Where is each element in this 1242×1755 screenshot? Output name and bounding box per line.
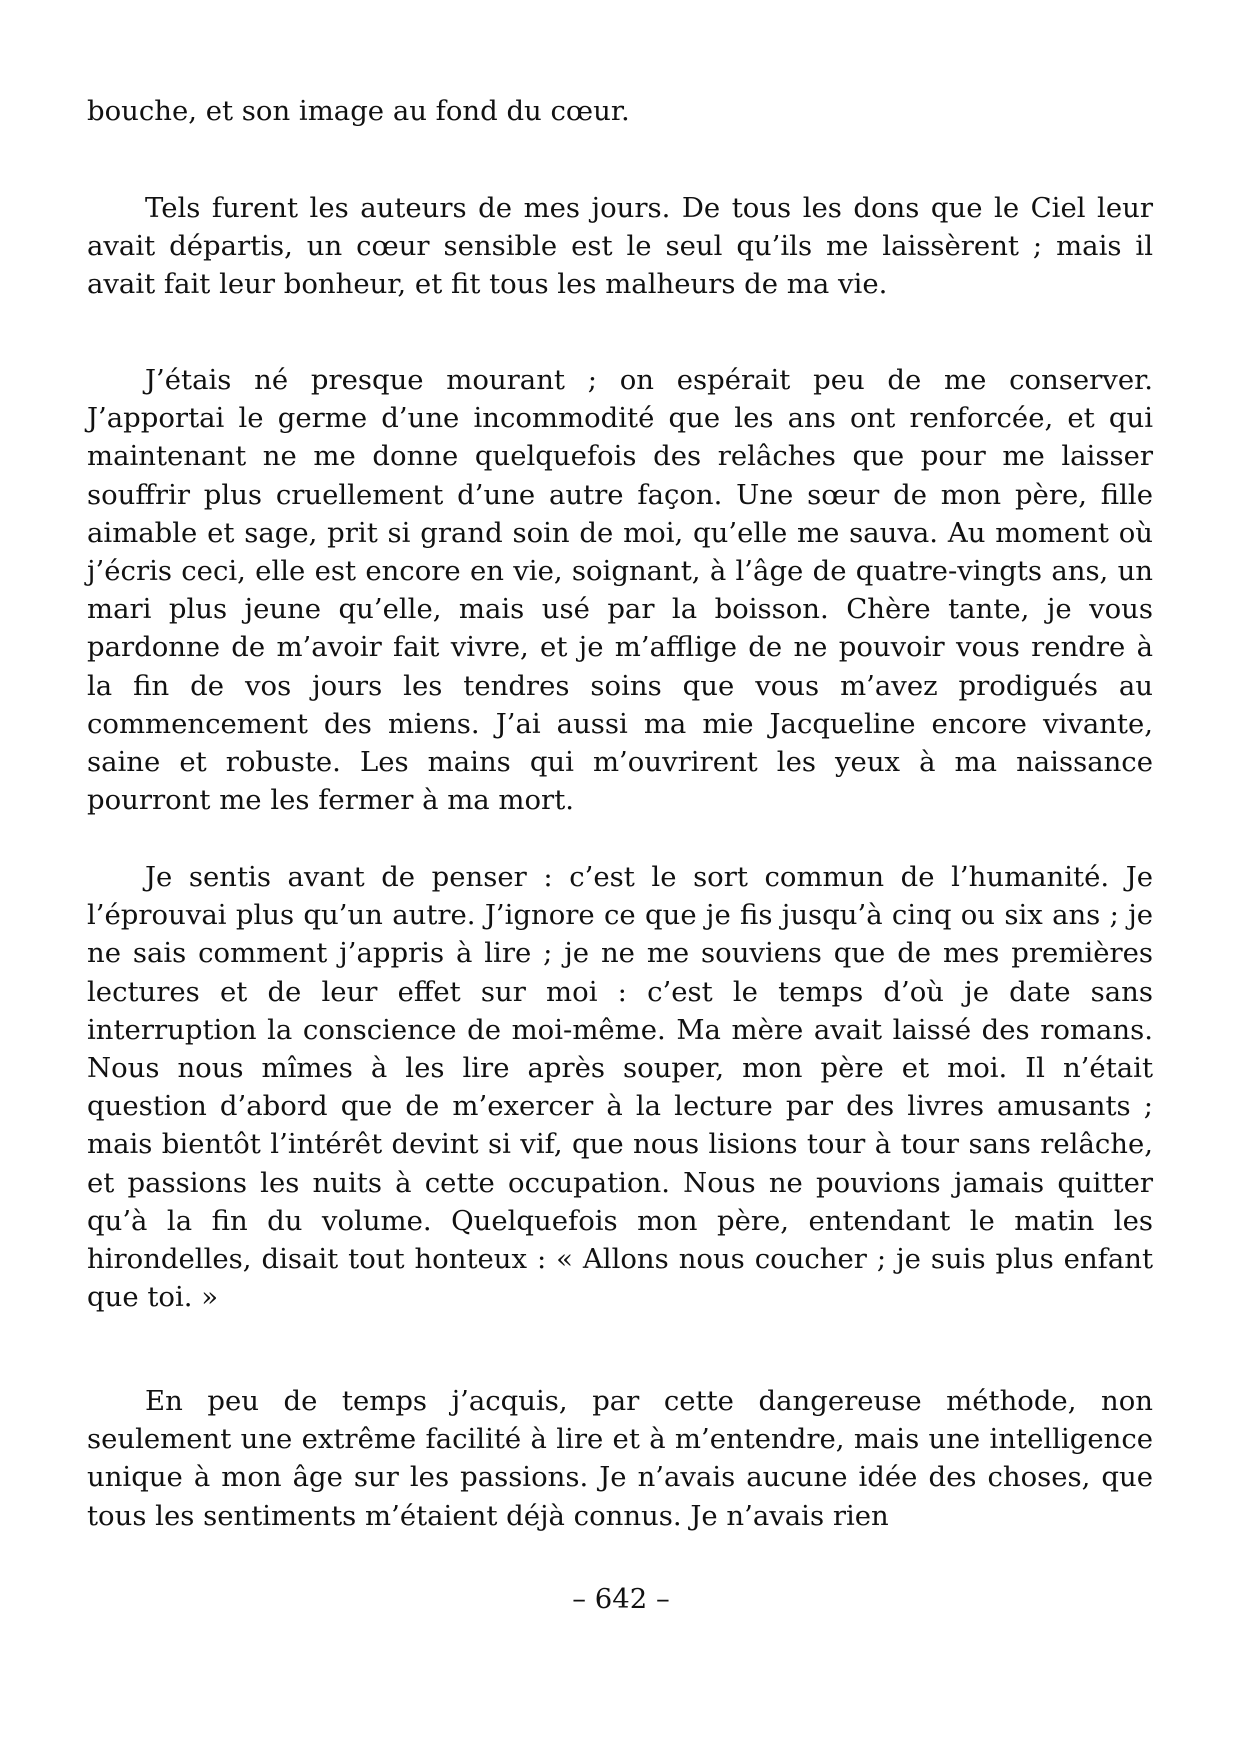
paragraph-lectures: Je sentis avant de penser : c’est le sort commun de l’humanité. Je l’éprouvai plus qu’un autre. J’ignore ce que je fis jusqu’à cinq ou six ans ; je ne sais comment j’appris à lire ; je ne me souviens que de mes premières lectures et de leur effet sur moi : c’est le temps d’où je date sans interruption la conscience de moi-même. Ma mère avait laissé des romans. Nous nous mîmes à les lire après souper, mon père et moi. Il n’était question d’abord que de m’exercer à la lecture par des livres amusants ; mais bientôt l’intérêt devint si vif, que nous lisions tour à tour sans relâche, et passions les nuits à cette occupation. Nous ne pouvions jamais quitter qu’à la fin du volume. Quelquefois mon père, entendant le matin les hirondelles, disait tout honteux : « Allons nous coucher ; je suis plus enfant que toi. »	[87, 861, 1153, 1314]
paragraph-naissance: J’étais né presque mourant ; on espérait peu de me conserver. J’apportai le germe d’une incommodité que les ans ont renforcée, et qui maintenant ne me donne quelquefois des relâches que pour me laisser souffrir plus cruellement d’une autre façon. Une sœur de mon père, fille aimable et sage, prit si grand soin de moi, qu’elle me sauva. Au moment où j’écris ceci, elle est encore en vie, soignant, à l’âge de quatre-vingts ans, un mari plus jeune qu’elle, mais usé par la boisson. Chère tante, je vous pardonne de m’avoir fait vivre, et je m’afflige de ne pouvoir vous rendre à la fin de vos jours les tendres soins que vous m’avez prodigués au commencement des miens. J’ai aussi ma mie Jacqueline encore vivante, saine et robuste. Les mains qui m’ouvrirent les yeux à ma naissance pourront me les fermer à ma mort.	[87, 364, 1153, 817]
page-number: – 642 –	[572, 1583, 670, 1615]
paragraph-continuation: bouche, et son image au fond du cœur.	[87, 95, 630, 127]
paragraph-auteurs: Tels furent les auteurs de mes jours. De tous les dons que le Ciel leur avait départis, un cœur sensible est le seul qu’ils me laissèrent ; mais il avait fait leur bonheur, et fit tous les malheurs de ma vie.	[87, 192, 1153, 301]
paragraph-methode: En peu de temps j’acquis, par cette dangereuse méthode, non seulement une extrême facilité à lire et à m’entendre, mais une intelligence unique à mon âge sur les passions. Je n’avais aucune idée des choses, que tous les sentiments m’étaient déjà connus. Je n’avais rien	[87, 1385, 1153, 1532]
